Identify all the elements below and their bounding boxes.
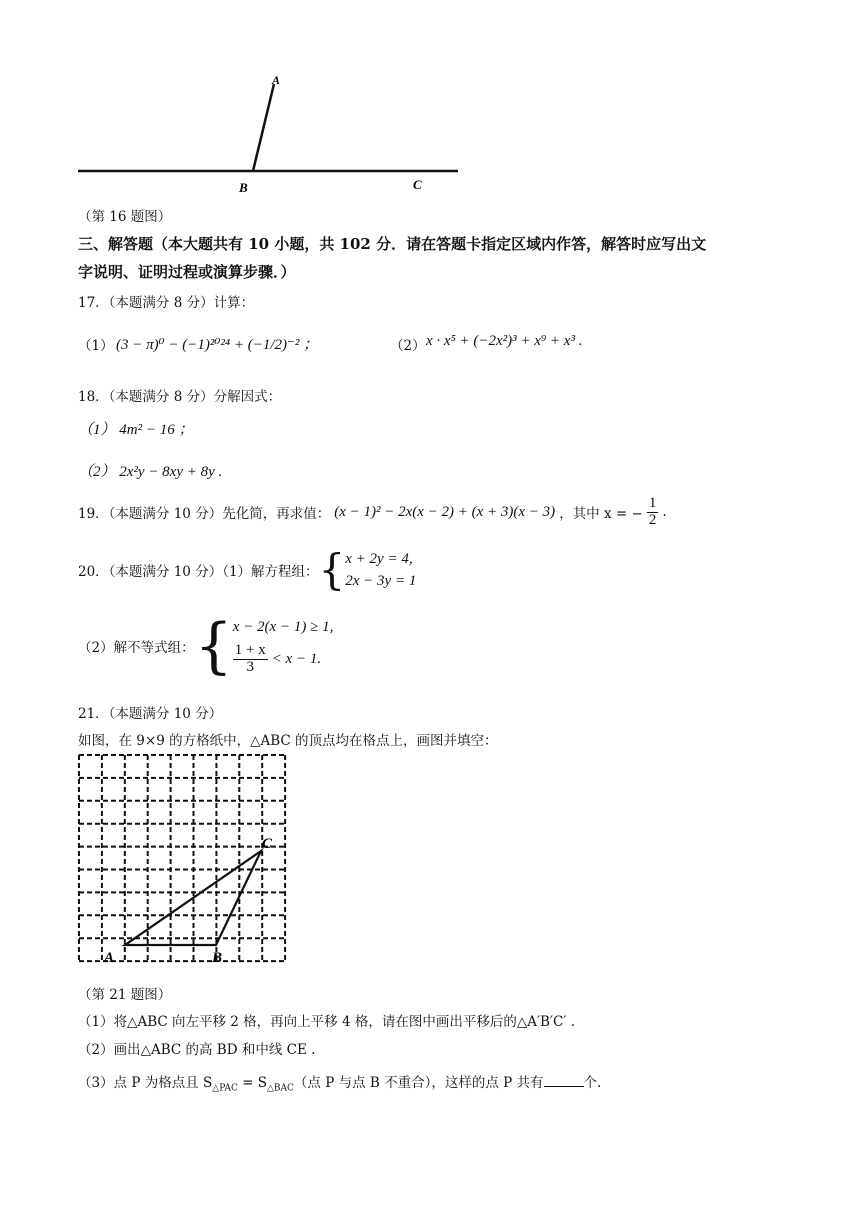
q19-fraction-num: 1 (648, 495, 657, 511)
q20-line2 (78, 611, 334, 681)
ray-ba (253, 84, 274, 171)
q20-equation-system (345, 548, 416, 592)
q20-eq1: x + 2y = 4, (345, 551, 413, 567)
fig16-label-c: C (413, 177, 422, 192)
q18-heading: 18．（本题满分 8 分）分解因式： (78, 389, 282, 405)
fig21-caption: （第 21 题图） (78, 987, 172, 1003)
fig16-caption: （第 16 题图） (78, 209, 172, 225)
q19-fraction-den: 2 (648, 511, 657, 528)
grid-label-b: B (212, 950, 223, 966)
q18-part1: （1） 4m² − 16 ； (78, 422, 194, 438)
q21-part3-a: （3）点 P 为格点且 S (78, 1075, 213, 1091)
q18-part2: （2） 2x²y − 8xy + 8y . (78, 464, 223, 480)
q19-expression: (x − 1)² − 2x(x − 2) + (x + 3)(x − 3) (334, 503, 556, 520)
q20-line1 (78, 545, 417, 594)
q19-condition: ，其中 x = − (559, 506, 643, 523)
q20-ineq1: x − 2(x − 1) ≥ 1, (232, 618, 334, 635)
q21-heading: 21．（本题满分 10 分） (78, 706, 223, 722)
section3-heading-line1: 三、解答题（本大题共有 10 小题，共 102 分．请在答题卡指定区域内作答，解答时应写出文 (78, 235, 707, 253)
q20-ineq2-tail: < x − 1. (271, 651, 322, 667)
q19-heading: 19．（本题满分 10 分）先化简，再求值： (78, 506, 331, 523)
q17-part2-label: （2） (390, 338, 426, 354)
q20-ineq2-den: 3 (246, 658, 255, 675)
fig16-label-a: A (272, 73, 281, 87)
q19-value-fraction (647, 496, 659, 529)
q21-part1: （1）将△ABC 向左平移 2 格，再向上平移 4 格，请在图中画出平移后的△A′B′C′ . (78, 1014, 576, 1030)
q20-brace-2: { (194, 611, 233, 681)
q19-tail: . (662, 504, 667, 521)
q19-line (78, 496, 667, 529)
q20-ineq2-fraction (233, 643, 268, 676)
q21-part3-eq: = S (237, 1075, 267, 1091)
q20-ineq2 (233, 643, 334, 676)
q20-eq2: 2x − 3y = 1 (345, 573, 417, 589)
q17-part1-label: （1） (78, 338, 114, 354)
q20-heading: 20．（本题满分 10 分）（1）解方程组： (78, 564, 319, 580)
triangle-abc (125, 851, 261, 945)
section3-heading-line2: 字说明、证明过程或演算步骤．） (78, 263, 296, 281)
q17-heading: 17．（本题满分 8 分）计算： (78, 295, 255, 311)
q17-part1-expr: (3 − π)⁰ − (−1)²⁰²⁴ + (−1/2)⁻² ； (116, 337, 319, 353)
q21-part3 (78, 1071, 601, 1094)
q21-part2: （2）画出△ABC 的高 BD 和中线 CE . (78, 1042, 316, 1058)
q20-brace: { (318, 545, 346, 594)
grid-label-c: C (262, 836, 273, 852)
grid-lines (79, 755, 285, 961)
q17-part2-expr: x · x⁵ + (−2x²)³ + x⁹ + x³ . (426, 333, 583, 349)
q20-inequality-system (233, 617, 334, 676)
fig16-label-b: B (239, 180, 248, 195)
q20-ineq2-num: 1 + x (234, 641, 266, 658)
q20-part2-label: （2）解不等式组： (78, 640, 195, 656)
q21-intro: 如图，在 9×9 的方格纸中，△ABC 的顶点均在格点上，画图并填空： (78, 733, 498, 749)
grid-label-a: A (104, 950, 115, 966)
q21-part3-sub1: △PAC (212, 1083, 238, 1094)
q21-part3-b: （点 P 与点 B 不重合），这样的点 P 共有 (293, 1075, 544, 1091)
q21-part3-c: 个. (583, 1075, 602, 1091)
q21-part3-sub2: △BAC (267, 1083, 294, 1094)
answer-blank[interactable] (544, 1074, 584, 1087)
